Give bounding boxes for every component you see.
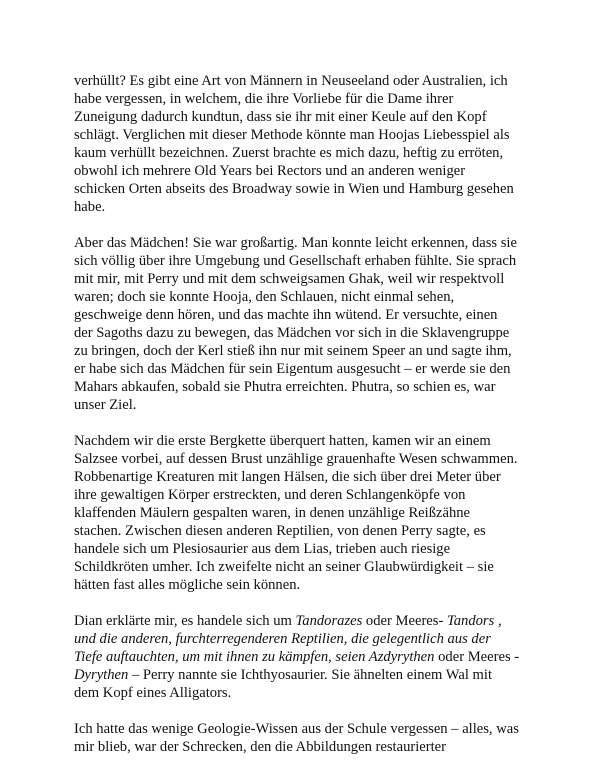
text-line	[74, 720, 554, 738]
text-line	[74, 486, 554, 504]
italic-text-segment: Dyrythen	[74, 667, 129, 683]
text-segment: Ich hatte das wenige Geologie-Wissen aus der Schule vergessen – alles, was	[74, 721, 519, 737]
text-line	[74, 324, 554, 342]
text-line	[74, 378, 554, 396]
text-line	[74, 468, 554, 486]
text-segment: Mahars abkaufen, sobald sie Phutra erreichten. Phutra, so schien es, war	[74, 379, 496, 395]
text-line	[74, 252, 554, 270]
text-line	[74, 126, 554, 144]
text-segment: ihre gewaltigen Körper erstreckten, und deren Schlangenköpfe von	[74, 487, 466, 503]
text-line	[74, 522, 554, 540]
text-line	[74, 450, 554, 468]
text-segment: verhüllt? Es gibt eine Art von Männern in Neuseeland oder Australien, ich	[74, 73, 508, 89]
text-segment: Dian erklärte mir, es handele sich um	[74, 613, 296, 629]
text-segment: stachen. Zwischen diesen anderen Reptilien, von denen Perry sagte, es	[74, 523, 486, 539]
text-line	[74, 234, 554, 252]
italic-text-segment: Tandorazes	[295, 613, 363, 629]
text-segment: Nachdem wir die erste Bergkette überquert hatten, kamen wir an einem	[74, 433, 491, 449]
text-line	[74, 162, 554, 180]
italic-text-segment: Tandors ,	[446, 613, 502, 629]
text-segment: habe vergessen, in welchem, die ihre Vorliebe für die Dame ihrer	[74, 91, 454, 107]
text-line	[74, 666, 554, 684]
text-line	[74, 684, 554, 702]
text-segment: oder Meeres-	[362, 613, 447, 629]
text-segment: oder Meeres -	[434, 649, 520, 665]
text-line	[74, 90, 554, 108]
text-segment: dem Kopf eines Alligators.	[74, 685, 232, 701]
paragraph	[74, 432, 554, 594]
text-line	[74, 396, 554, 414]
paragraph	[74, 234, 554, 414]
text-segment: er habe sich das Mädchen für sein Eigentum ausgesucht – er werde sie den	[74, 361, 511, 377]
text-segment: – Perry nannte sie Ichthyosaurier. Sie ähnelten einem Wal mit	[128, 667, 493, 683]
text-line	[74, 504, 554, 522]
text-line	[74, 630, 554, 648]
text-line	[74, 648, 554, 666]
text-segment: obwohl ich mehrere Old Years bei Rectors und an anderen weniger	[74, 163, 466, 179]
text-segment: hätten fast alles mögliche sein können.	[74, 577, 301, 593]
paragraph	[74, 72, 554, 216]
text-segment: mir blieb, war der Schrecken, den die Abbildungen restaurierter	[74, 739, 447, 755]
text-line	[74, 576, 554, 594]
paragraph	[74, 612, 554, 702]
italic-text-segment: Tiefe auftauchten, um mit ihnen zu kämpfen, seien Azdyrythen	[74, 649, 435, 665]
text-line	[74, 180, 554, 198]
text-segment: schlägt. Verglichen mit dieser Methode könnte man Hoojas Liebesspiel als	[74, 127, 510, 143]
text-segment: handele sich um Plesiosaurier aus dem Lias, trieben auch riesige	[74, 541, 451, 557]
text-segment: mit mir, mit Perry und mit dem schweigsamen Ghak, weil wir respektvoll	[74, 271, 505, 287]
text-line	[74, 540, 554, 558]
text-line	[74, 144, 554, 162]
text-line	[74, 288, 554, 306]
text-line	[74, 306, 554, 324]
text-segment: waren; doch sie konnte Hooja, den Schlauen, nicht einmal sehen,	[74, 289, 455, 305]
text-segment: Zuneigung dadurch kundtun, dass sie ihr mit einer Keule auf den Kopf	[74, 109, 487, 125]
text-segment: klaffenden Mäulern gespalten waren, in denen unzählige Reißzähne	[74, 505, 471, 521]
text-segment: Schildkröten umher. Ich zweifelte nicht an seiner Glaubwürdigkeit – sie	[74, 559, 494, 575]
text-line	[74, 612, 554, 630]
body-text	[74, 72, 554, 756]
text-line	[74, 72, 554, 90]
text-line	[74, 270, 554, 288]
text-line	[74, 558, 554, 576]
text-segment: sich völlig über ihre Umgebung und Gesellschaft erhaben fühlte. Sie sprach	[74, 253, 517, 269]
text-segment: der Sagoths dazu zu bewegen, das Mädchen vor sich in die Sklavengruppe	[74, 325, 510, 341]
text-segment: habe.	[74, 199, 106, 215]
text-segment: Aber das Mädchen! Sie war großartig. Man konnte leicht erkennen, dass sie	[74, 235, 517, 251]
text-line	[74, 738, 554, 756]
text-line	[74, 360, 554, 378]
text-line	[74, 108, 554, 126]
italic-text-segment: und die anderen, furchterregenderen Reptilien, die gelegentlich aus der	[74, 631, 491, 647]
text-segment: Salzsee vorbei, auf dessen Brust unzählige grauenhafte Wesen schwammen.	[74, 451, 518, 467]
paragraph	[74, 720, 554, 756]
text-line	[74, 342, 554, 360]
text-segment: zu bringen, doch der Kerl stieß ihn nur mit seinem Speer an und sagte ihm,	[74, 343, 512, 359]
text-segment: kaum verhüllt bezeichnen. Zuerst brachte es mich dazu, heftig zu erröten,	[74, 145, 504, 161]
text-segment: geschweige denn hören, und das machte ihn wütend. Er versuchte, einen	[74, 307, 498, 323]
text-line	[74, 432, 554, 450]
text-segment: schicken Orten abseits des Broadway sowie in Wien und Hamburg gesehen	[74, 181, 514, 197]
text-segment: Robbenartige Kreaturen mit langen Hälsen, die sich über drei Meter über	[74, 469, 501, 485]
text-segment: unser Ziel.	[74, 397, 137, 413]
text-line	[74, 198, 554, 216]
